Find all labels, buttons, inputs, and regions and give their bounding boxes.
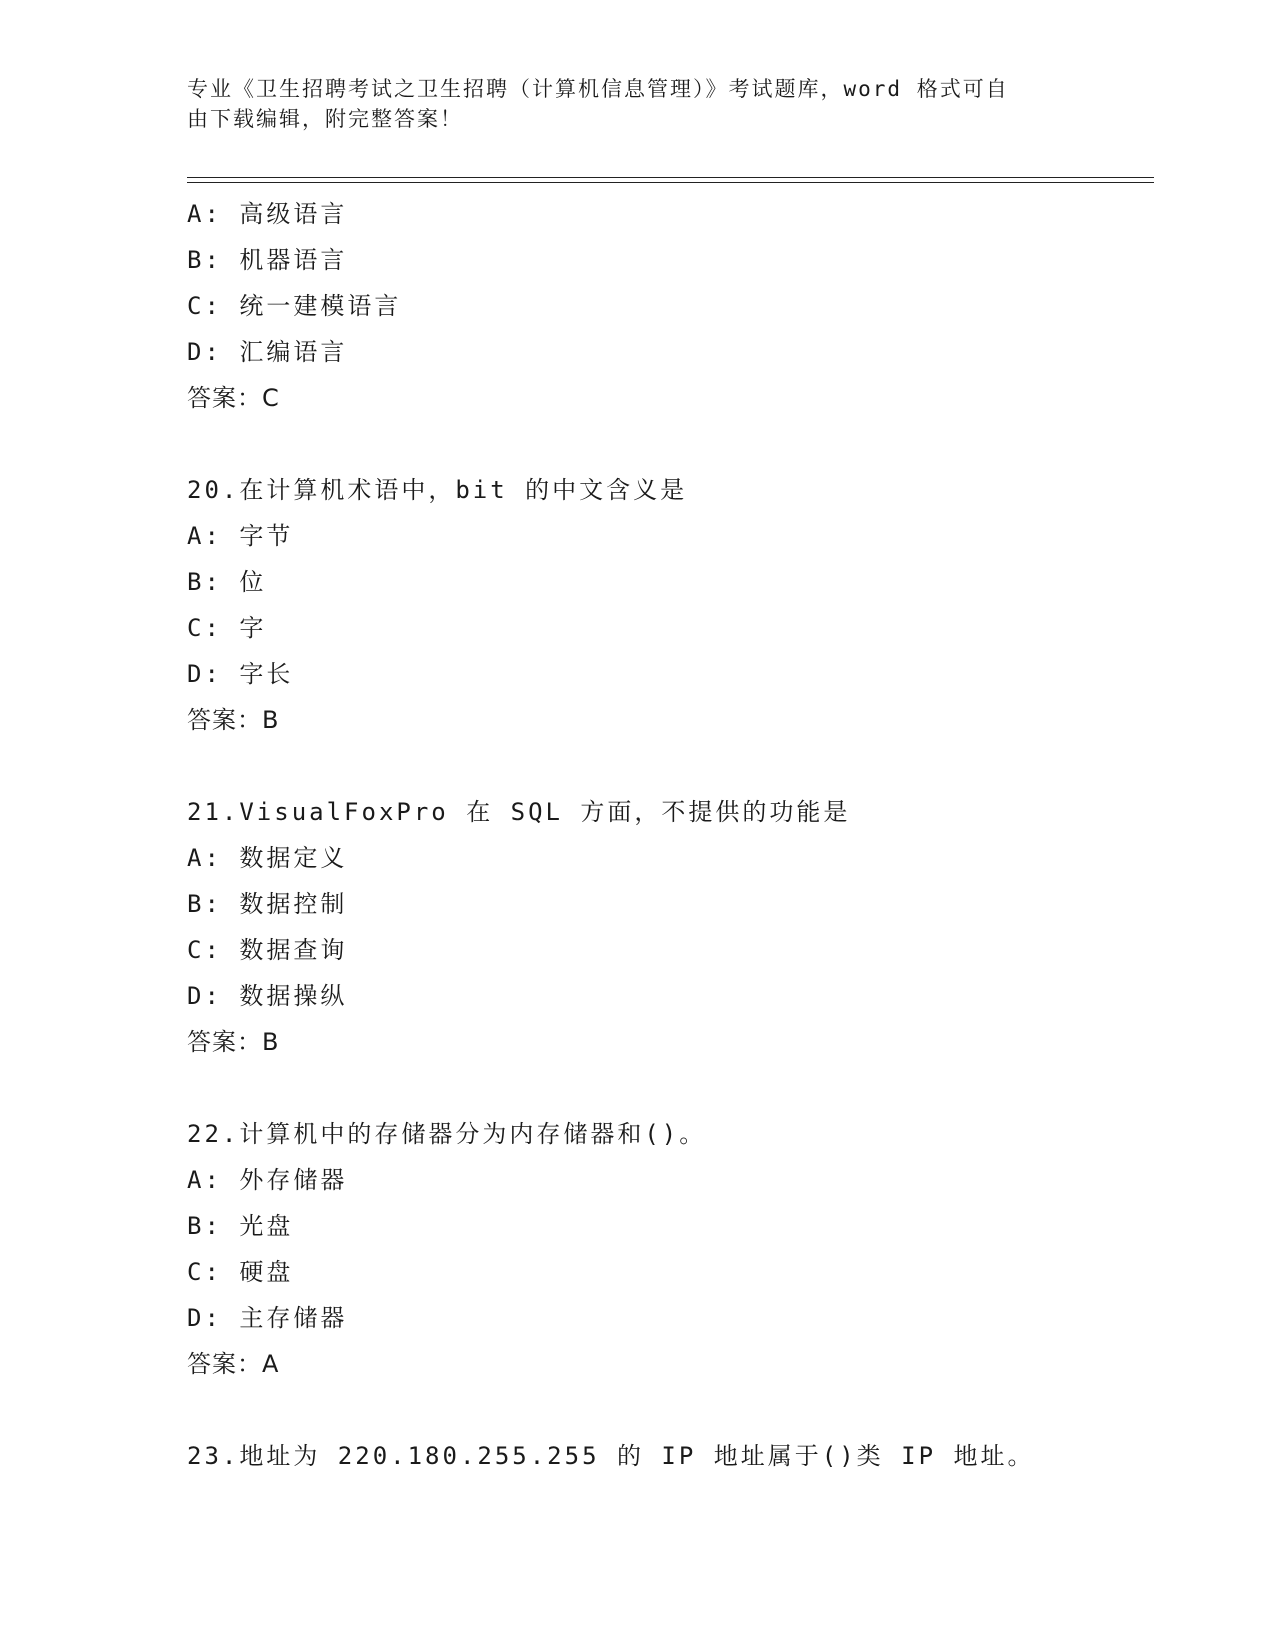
question-22 [187,1111,1154,1387]
option-a: A: 字节 [187,522,294,550]
header-line-1: 专业《卫生招聘考试之卫生招聘（计算机信息管理）》考试题库，word 格式可自 [187,77,1009,101]
question-stem: 20.在计算机术语中，bit 的中文含义是 [187,476,688,504]
header-divider-top [187,177,1154,178]
question-list [187,191,1154,1479]
option-c: C: 数据查询 [187,936,348,964]
document-header [187,74,1077,134]
option-c: C: 统一建模语言 [187,292,402,320]
option-a: A: 高级语言 [187,200,348,228]
option-d: D: 汇编语言 [187,338,348,366]
header-divider-bottom [187,182,1154,183]
option-b: B: 机器语言 [187,246,348,274]
question-20 [187,467,1154,743]
option-c: C: 硬盘 [187,1258,294,1286]
option-c: C: 字 [187,614,267,642]
question-21 [187,789,1154,1065]
question-stem: 21.VisualFoxPro 在 SQL 方面，不提供的功能是 [187,798,851,826]
question-stem: 22.计算机中的存储器分为内存储器和()。 [187,1120,707,1148]
answer: 答案：B [187,706,280,734]
question-stem: 23.地址为 220.180.255.255 的 IP 地址属于()类 IP 地址。 [187,1442,1035,1470]
answer: 答案：A [187,1350,280,1378]
option-a: A: 外存储器 [187,1166,348,1194]
option-b: B: 位 [187,568,267,596]
option-d: D: 主存储器 [187,1304,348,1332]
header-line-2: 由下载编辑，附完整答案！ [187,107,463,131]
option-d: D: 字长 [187,660,294,688]
option-d: D: 数据操纵 [187,982,348,1010]
answer: 答案：B [187,1028,280,1056]
question-19-continued [187,191,1154,421]
answer: 答案：C [187,384,280,412]
option-a: A: 数据定义 [187,844,348,872]
option-b: B: 光盘 [187,1212,294,1240]
option-b: B: 数据控制 [187,890,348,918]
question-23 [187,1433,1154,1479]
